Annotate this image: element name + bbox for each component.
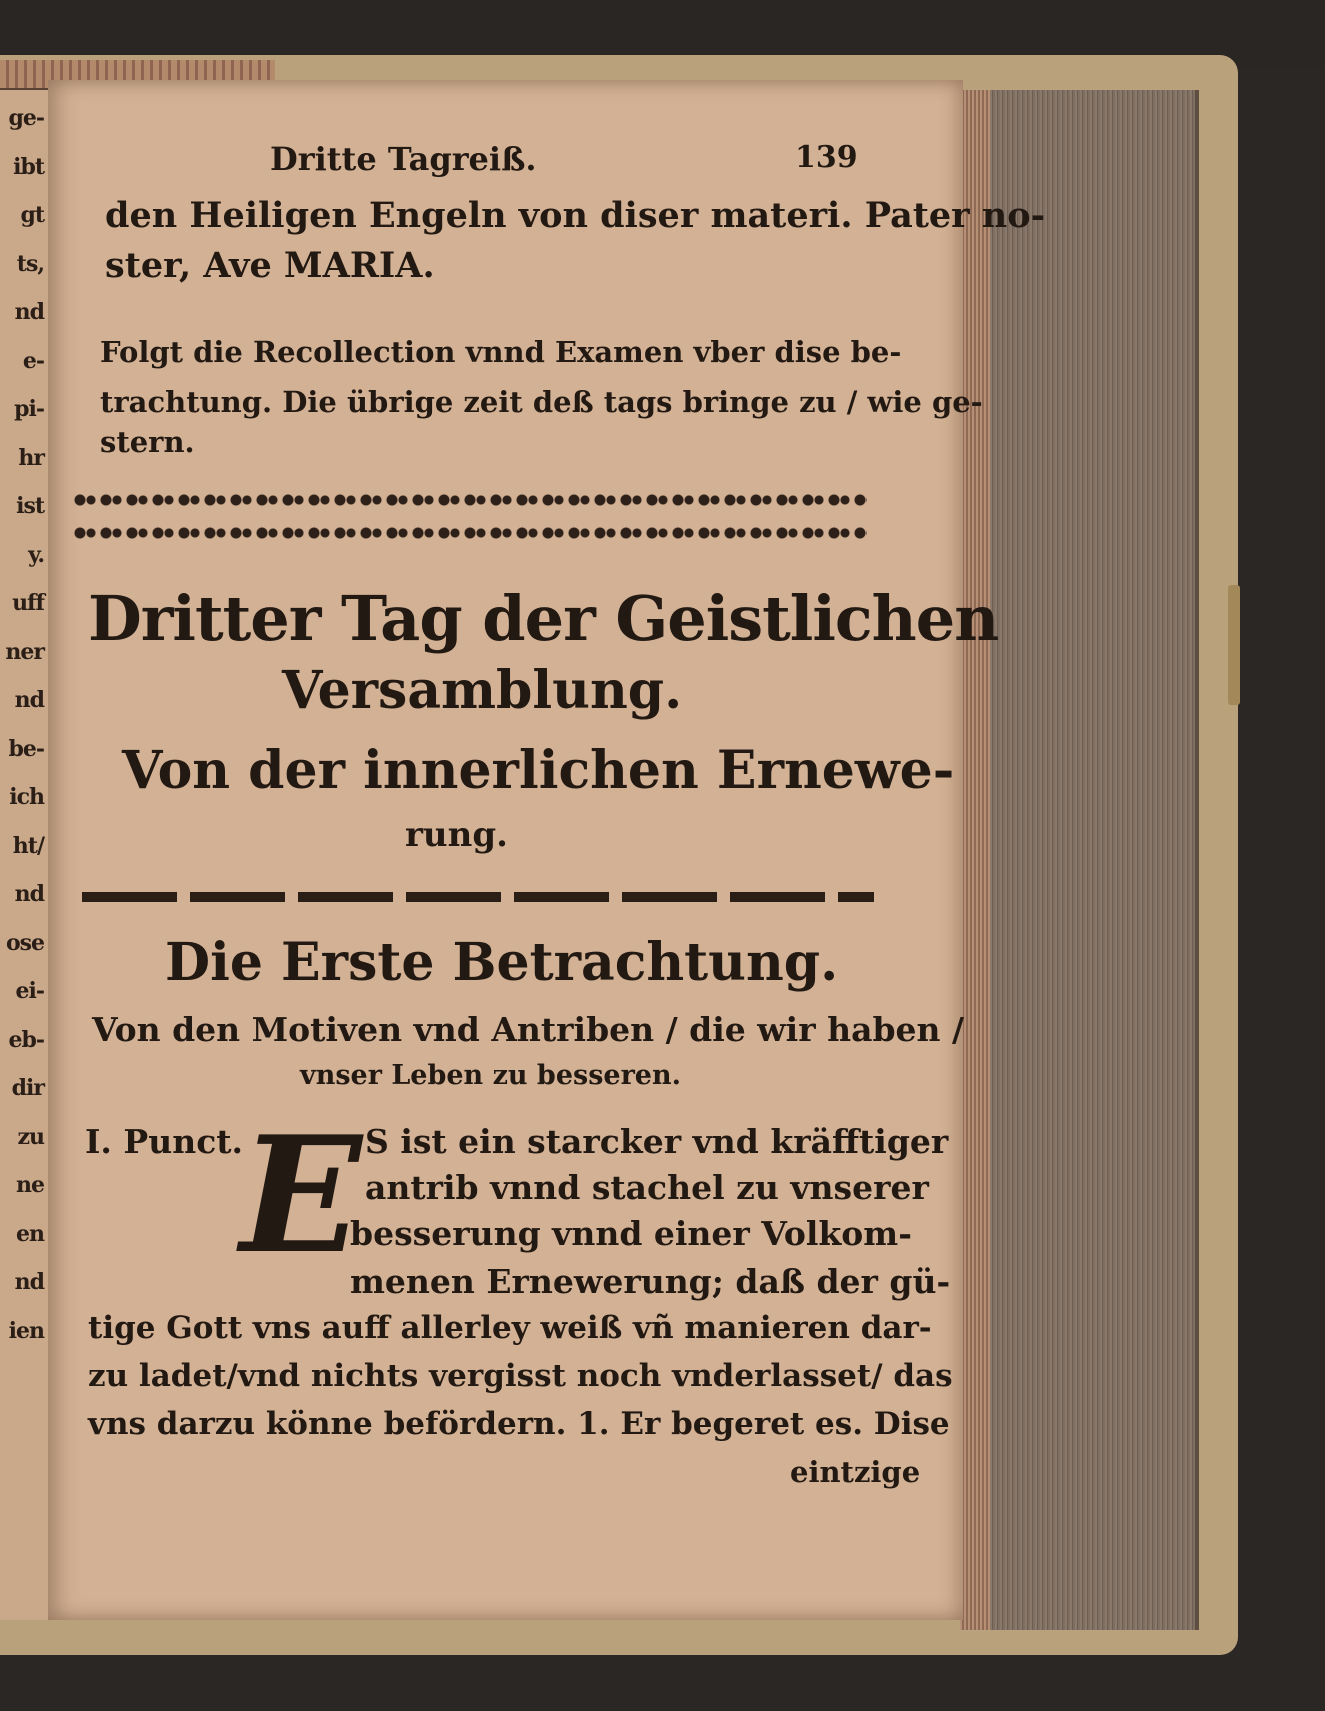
fore-edge	[960, 90, 1199, 1630]
catchword: eintzige	[790, 1455, 921, 1489]
recollection-line: stern.	[100, 425, 195, 459]
chapter-title-line: Dritter Tag der Geistlichen	[88, 582, 999, 655]
chapter-title-line: Versamblung.	[282, 660, 683, 721]
left-page-fragment: zu	[17, 1123, 44, 1150]
ornament-band	[72, 485, 867, 515]
subtitle-line: Von den Motiven vnd Antriben / die wir haben /	[92, 1010, 965, 1049]
divider-rule	[82, 892, 874, 902]
left-page-fragment: ts,	[16, 250, 44, 277]
left-page-fragment: gt	[20, 202, 44, 228]
left-page-fragment: be-	[8, 735, 44, 762]
left-page-fragment: nd	[14, 299, 44, 325]
left-page-fragment: ose	[5, 929, 44, 956]
chapter-title-line: rung.	[405, 815, 508, 855]
ornament-band	[72, 518, 867, 548]
left-page-fragment: nd	[14, 881, 44, 907]
section-title: Die Erste Betrachtung.	[165, 932, 839, 993]
fore-edge-shade	[960, 90, 990, 1630]
paragraph-line: vns darzu könne befördern. 1. Er begeret es. Dise	[88, 1406, 950, 1442]
recollection-line: trachtung. Die übrige zeit deß tags bringe zu / wie ge-	[100, 385, 983, 419]
left-page-fragment: pi-	[14, 396, 44, 422]
left-page-fragment: ne	[16, 1172, 44, 1198]
left-page-fragment: ich	[9, 784, 44, 810]
left-page-fragment: uff	[12, 590, 44, 616]
left-page-fragment: dir	[11, 1075, 44, 1101]
subtitle-line: vnser Leben zu besseren.	[300, 1060, 682, 1091]
left-page-fragment: ner	[5, 638, 44, 665]
left-page-fragment: ht/	[12, 832, 44, 859]
paragraph-line: tige Gott vns auff allerley weiß vñ manieren dar-	[88, 1310, 932, 1346]
paragraph-line: antrib vnnd stachel zu vnserer	[365, 1168, 929, 1207]
intro-line: den Heiligen Engeln von diser materi. Pater no-	[105, 195, 1046, 236]
left-page-fragment: hr	[18, 444, 44, 471]
left-page-fragment: nd	[14, 1269, 44, 1295]
left-page-fragment: y.	[28, 541, 44, 568]
paragraph-line: menen Ernewerung; daß der gü-	[350, 1262, 951, 1301]
left-page-fragment: ist	[16, 493, 44, 519]
paragraph-line: S ist ein starcker vnd kräfftiger	[365, 1122, 949, 1161]
left-page-fragment: en	[16, 1220, 44, 1247]
left-page-fragment: e-	[22, 347, 44, 374]
recollection-line: Folgt die Recollection vnnd Examen vber dise be-	[100, 335, 902, 369]
running-head: Dritte Tagreiß.	[270, 140, 537, 178]
left-page-fragment: ibt	[13, 153, 44, 180]
left-page-fragment: eb-	[8, 1026, 44, 1053]
page-number: 139	[795, 140, 858, 175]
chapter-title-line: Von der innerlichen Ernewe-	[122, 740, 955, 801]
left-page-fragment: ge-	[8, 105, 44, 131]
left-page-fragment: ien	[8, 1317, 44, 1344]
drop-cap: E	[240, 1101, 362, 1289]
paragraph-line: besserung vnnd einer Volkom-	[350, 1214, 912, 1253]
paragraph-line: zu ladet/vnd nichts vergisst noch vnderlasset/ das	[88, 1358, 953, 1394]
intro-line: ster, Ave MARIA.	[105, 245, 435, 286]
left-page-fragment: nd	[14, 687, 44, 713]
clasp	[1228, 585, 1240, 705]
point-label: I. Punct.	[85, 1122, 244, 1161]
left-page	[0, 85, 51, 1620]
left-page-fragment: ei-	[15, 978, 44, 1004]
